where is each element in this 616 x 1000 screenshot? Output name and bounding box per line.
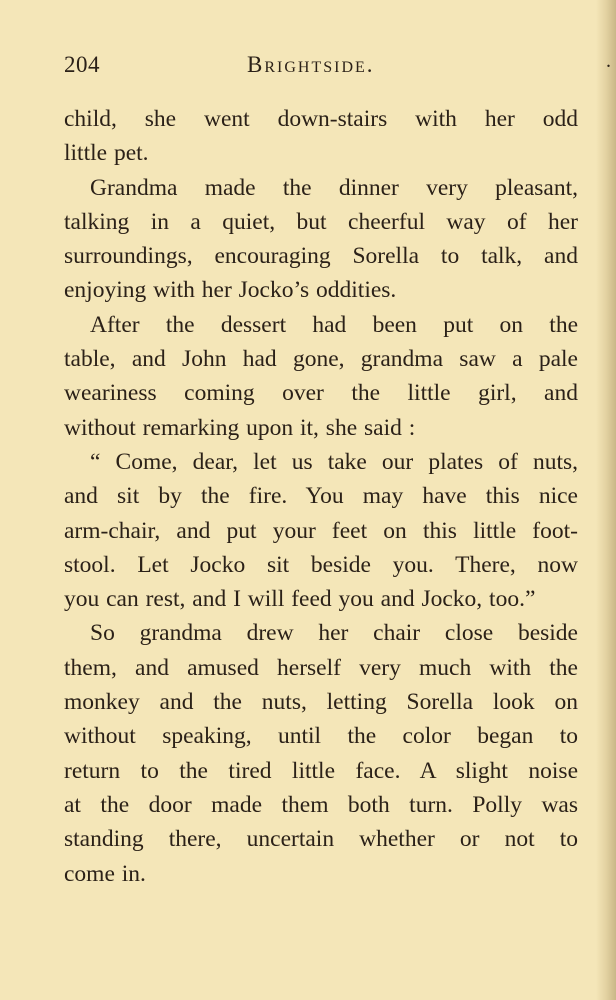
text-line: little pet.	[64, 140, 149, 167]
text-line: talking in a quiet, but cheerful way of her	[64, 208, 578, 235]
text-line: and sit by the fire. You may have this nice	[64, 483, 578, 510]
text-line: monkey and the nuts, letting Sorella look on	[64, 689, 578, 716]
text-line: weariness coming over the little girl, and	[64, 380, 578, 407]
text-line: come in.	[64, 860, 146, 887]
text-line: without speaking, until the color began to	[64, 723, 578, 750]
text-line: you can rest, and I will feed you and Jocko, too.”	[64, 586, 536, 613]
text-line: surroundings, encouraging Sorella to talk, and	[64, 243, 578, 270]
text-line: table, and John had gone, grandma saw a pale	[64, 346, 578, 373]
page-number: 204	[64, 52, 100, 77]
text-line: “ Come, dear, let us take our plates of nuts,	[90, 448, 578, 475]
text-line: them, and amused herself very much with the	[64, 654, 578, 681]
running-title: Brightside.	[247, 52, 375, 77]
text-line: arm-chair, and put your feet on this little foot-	[64, 517, 578, 544]
text-line: at the door made them both turn. Polly was	[64, 791, 578, 818]
text-line: without remarking upon it, she said :	[64, 414, 416, 441]
text-line: return to the tired little face. A slight noise	[64, 757, 578, 784]
header-ornament: .	[606, 50, 611, 72]
text-line: stool. Let Jocko sit beside you. There, now	[64, 551, 578, 578]
text-line: standing there, uncertain whether or not to	[64, 826, 578, 853]
text-line: enjoying with her Jocko’s oddities.	[64, 277, 397, 304]
text-line: child, she went down-stairs with her odd	[64, 106, 578, 132]
page-header	[64, 50, 611, 88]
text-line: Grandma made the dinner very pleasant,	[90, 174, 578, 201]
text-line: So grandma drew her chair close beside	[90, 620, 578, 647]
body-text	[64, 102, 578, 891]
text-line: After the dessert had been put on the	[90, 311, 578, 338]
